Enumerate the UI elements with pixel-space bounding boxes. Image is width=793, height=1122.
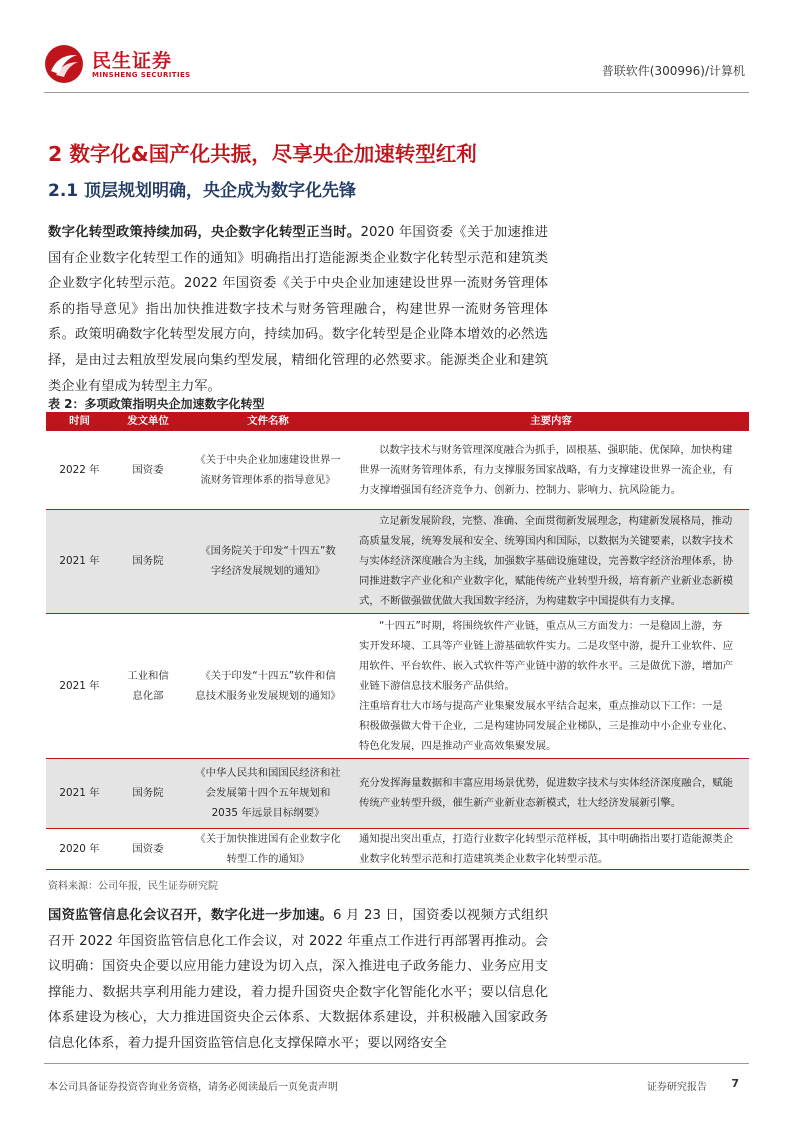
subsection-title: 2.1 顶层规划明确，央企成为数字化先锋 xyxy=(48,181,357,201)
footer-report-type: 证券研究报告 xyxy=(647,1082,707,1093)
cell-content-line: 同推进数字产业化和产业数字化，赋能传统产业转型升级，培育新产业新业态新模 xyxy=(359,575,734,587)
cell-time: 2021 年 xyxy=(46,758,113,828)
cell-document xyxy=(183,431,353,509)
table-title: 表 2：多项政策指明央企加速数字化转型 xyxy=(48,397,265,411)
table-row xyxy=(46,758,749,828)
cell-time: 2021 年 xyxy=(46,613,113,758)
cell-time: 2020 年 xyxy=(46,828,113,869)
cell-content-line: 式，不断做强做优做大我国数字经济，为构建数字中国提供有力支撑。 xyxy=(359,595,682,607)
section-title: 2 数字化&国产化共振，尽享央企加速转型红利 xyxy=(48,142,477,166)
cell-time: 2021 年 xyxy=(46,509,113,613)
cell-content xyxy=(353,613,749,758)
cell-content-line: 积极做强做大骨干企业，二是构建协同发展企业梯队，三是推动中小企业专业化、 xyxy=(359,719,734,732)
cell-org: 国资委 xyxy=(113,431,183,509)
cell-org: 国务院 xyxy=(113,758,183,828)
cell-document-line: 《中华人民共和国国民经济和社 xyxy=(195,767,341,779)
cell-content-line: 业链下游信息技术服务产品供给。 xyxy=(359,679,515,692)
minsheng-logo-mark-icon xyxy=(44,44,84,84)
footer-disclaimer: 本公司具备证券投资咨询业务资格，请务必阅读最后一页免责声明 xyxy=(48,1082,338,1093)
cell-document xyxy=(183,613,353,758)
cell-content-line: 通知提出突出重点，打造行业数字化转型示范样板，其中明确指出要打造能源类企 xyxy=(359,832,734,845)
paragraph-meeting-body: 6 月 23 日，国资委以视频方式组织召开 2022 年国资监管信息化工作会议，对 2022 年重点工作进行再部署再推动。会议明确：国资央企要以应用能力建设为切入点，深入推进电子政务能力、业务应用支撑能力、数据共享利用能力建设，着力提升国资央企数字化智能化水平；要以信息化体系建设为核心，大力推进国资央企云体系、大数据体系建设，并积极融入国家政务信息化体系，着力提升国资监管信息化支撑保障水平；要以网络安全 xyxy=(48,908,549,1051)
footer-divider xyxy=(44,1063,749,1064)
paragraph-meeting-lead: 国资监管信息化会议召开，数字化进一步加速。 xyxy=(48,908,333,923)
cell-content-line: “十四五”时期，将围绕软件产业链，重点从三方面发力：一是稳固上游，夯 xyxy=(379,619,723,632)
table-header-row xyxy=(46,412,749,431)
paragraph-policy xyxy=(48,220,548,399)
cell-content xyxy=(353,431,749,509)
cell-content-line: 高质量发展，统筹发展和安全、统筹国内和国际，以数据为关键要素，以数字技术 xyxy=(359,535,734,547)
header-doc: 文件名称 xyxy=(183,412,353,431)
cell-document xyxy=(183,828,353,869)
minsheng-logo xyxy=(44,44,194,84)
header-content: 主要内容 xyxy=(353,412,749,431)
cell-org-line: 息化部 xyxy=(132,689,164,702)
cell-content-line: 充分发挥海量数据和丰富应用场景优势，促进数字技术与实体经济深度融合，赋能 xyxy=(359,777,734,789)
cell-document-line: 2035 年远景目标纲要》 xyxy=(211,807,325,819)
header-time: 时间 xyxy=(46,412,113,431)
policy-table xyxy=(46,412,749,870)
paragraph-policy-lead: 数字化转型政策持续加码，央企数字化转型正当时。 xyxy=(48,225,361,240)
cell-document-line: 《关于加快推进国有企业数字化 xyxy=(195,832,341,845)
paragraph-policy-body: 2020 年国资委《关于加速推进国有企业数字化转型工作的通知》明确指出打造能源类企业数字化转型示范和建筑类企业数字化转型示范。2022 年国资委《关于中央企业加速建设世界一流财务管理体系的指导意见》指出加快推进数字技术与财务管理融合，构建世界一流财务管理体系。政策明确数字化转型发展方向，持续加码。数字化转型是企业降本增效的必然选择，是由过去粗放型发展向集约型发展，精细化管理的必然要求。能源类企业和建筑类企业有望成为转型主力军。 xyxy=(48,225,548,394)
page-header xyxy=(0,0,793,95)
cell-document-line: 《国务院关于印发“十四五”数 xyxy=(200,545,336,557)
cell-document-line: 《关于印发“十四五”软件和信 xyxy=(200,669,336,682)
cell-document xyxy=(183,509,353,613)
cell-content-line: 传统产业转型升级，催生新产业新业态新模式，壮大经济发展新引擎。 xyxy=(359,797,682,809)
cell-content xyxy=(353,828,749,869)
cell-time: 2022 年 xyxy=(46,431,113,509)
cell-content-line: 用软件、平台软件、嵌入式软件等产业链中游的软件水平。三是做优下游，增加产 xyxy=(359,659,734,672)
cell-document-line: 字经济发展规划的通知》 xyxy=(210,565,326,577)
cell-document-line: 转型工作的通知》 xyxy=(226,852,310,865)
header-divider xyxy=(44,92,749,93)
cell-org: 国资委 xyxy=(113,828,183,869)
table-source: 资料来源：公司年报，民生证券研究院 xyxy=(48,881,218,892)
cell-content-line: 注重培育壮大市场与提高产业集聚发展水平结合起来，重点推动以下工作：一是 xyxy=(359,699,723,712)
table-row xyxy=(46,431,749,509)
table-row xyxy=(46,828,749,869)
cell-content-line: 立足新发展阶段，完整、准确、全面贯彻新发展理念，构建新发展格局，推动 xyxy=(379,515,733,527)
cell-content-line: 业数字化转型示范和打造建筑类企业数字化转型示范。 xyxy=(359,852,609,865)
cell-content-line: 力支撑增强国有经济竞争力、创新力、控制力、影响力、抗风险能力。 xyxy=(359,483,682,496)
cell-document-line: 《关于中央企业加速建设世界一 xyxy=(195,453,341,466)
cell-content xyxy=(353,758,749,828)
header-org: 发文单位 xyxy=(113,412,183,431)
cell-content-line: 与实体经济深度融合为主线，加强数字基础设施建设，完善数字经济治理体系，协 xyxy=(359,555,734,567)
cell-document-line: 息技术服务业发展规划的通知》 xyxy=(195,689,341,702)
cell-content-line: 以数字技术与财务管理深度融合为抓手，固根基、强职能、优保障，加快构建 xyxy=(379,443,733,456)
cell-org-line: 工业和信 xyxy=(127,669,169,682)
cell-content xyxy=(353,509,749,613)
company-code-label: 普联软件(300996)/计算机 xyxy=(601,64,745,78)
cell-org xyxy=(113,613,183,758)
paragraph-meeting xyxy=(48,903,548,1057)
logo-english-name: MINSHENG SECURITIES xyxy=(92,71,191,79)
cell-document-line: 会发展第十四个五年规划和 xyxy=(205,787,331,799)
cell-content-line: 特色化发展，四是推动产业高效集聚发展。 xyxy=(359,739,557,752)
cell-content-line: 实开发环境、工具等产业链上游基础软件实力。二是攻坚中游，提升工业软件、应 xyxy=(359,639,734,652)
logo-chinese-name: 民生证券 xyxy=(92,50,173,72)
page-number: 7 xyxy=(731,1077,739,1090)
table-row xyxy=(46,509,749,613)
cell-content-line: 世界一流财务管理体系，有力支撑服务国家战略，有力支撑建设世界一流企业，有 xyxy=(359,463,734,476)
cell-org: 国务院 xyxy=(113,509,183,613)
cell-document-line: 流财务管理体系的指导意见》 xyxy=(200,473,336,486)
cell-document xyxy=(183,758,353,828)
table-row xyxy=(46,613,749,758)
